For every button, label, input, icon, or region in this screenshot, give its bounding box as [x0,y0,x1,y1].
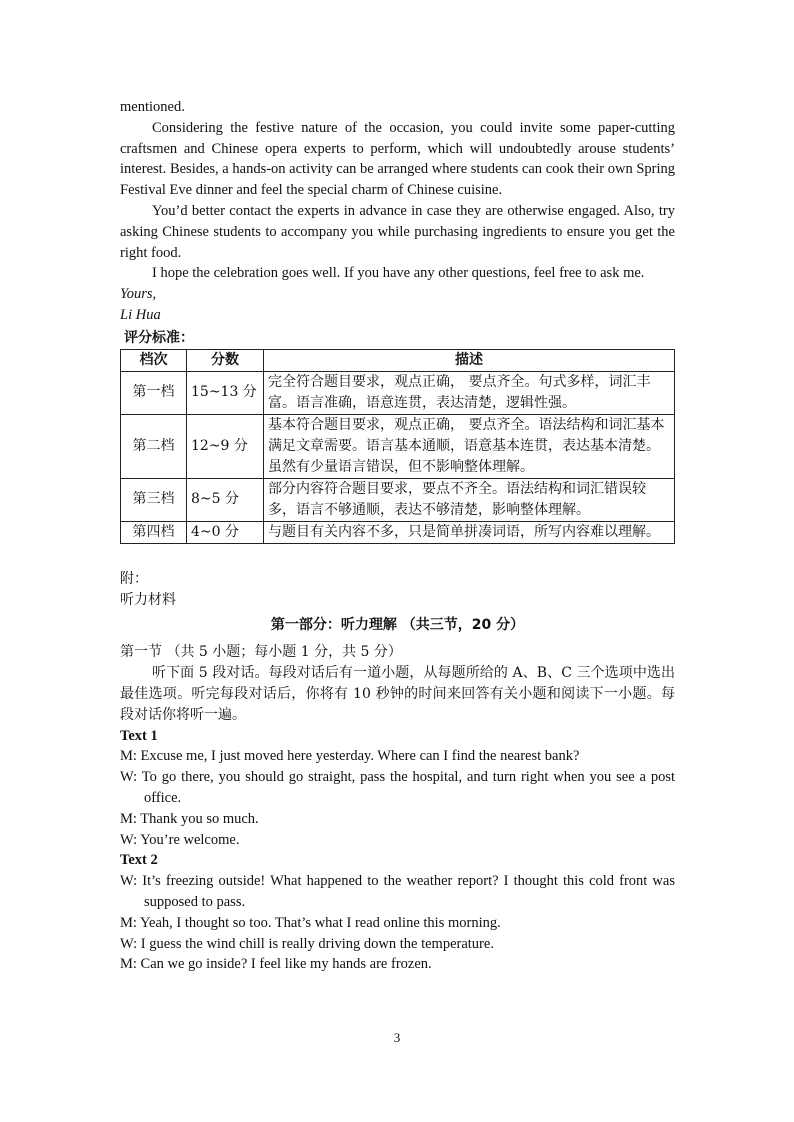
row-description: 基本符合题目要求，观点正确， 要点齐全。语法结构和词汇基本满足文章需要。语言基本通顺，语意基本连贯，表达基本清楚。虽然有少量语言错误，但不影响整体理解。 [264,414,675,478]
table-row [121,478,675,521]
row-score: 8~5 分 [187,478,264,521]
dialogue-line: W: To go there, you should go straight, pass the hospital, and turn right when you see a post office. [120,769,675,806]
appendix-label: 附： [120,570,148,587]
header-description: 描述 [264,349,675,371]
row-description: 完全符合题目要求，观点正确， 要点齐全。句式多样，词汇丰富。语言准确，语意连贯，表达清楚，逻辑性强。 [264,371,675,414]
text-2-title: Text 2 [120,852,158,869]
row-level: 第三档 [121,478,187,521]
row-level: 第一档 [121,371,187,414]
appendix-material: 听力材料 [120,591,176,608]
row-score: 4~0 分 [187,521,264,543]
row-description: 与题目有关内容不多，只是简单拼凑词语，所写内容难以理解。 [264,521,675,543]
table-row [121,414,675,478]
header-level: 档次 [121,349,187,371]
dialogue-line: W: You’re welcome. [120,831,240,848]
part-title: 第一部分：听力理解 （共三节，20 分） [270,617,525,634]
row-score: 12~9 分 [187,414,264,478]
dialogue-line: M: Thank you so much. [120,810,259,827]
page-number: 3 [393,1030,401,1045]
section-instructions: 听下面 5 段对话。每段对话后有一道小题，从每题所给的 A、B、C 三个选项中选出最佳选项。听完每段对话后，你将有 10 秒钟的时间来回答有关小题和阅读下一小题。每段对话你将听一遍。 [120,665,675,723]
dialogue-line: M: Yeah, I thought so too. That’s what I read online this morning. [120,914,501,931]
text-1-title: Text 1 [120,727,158,744]
letter-signature: Li Hua [120,306,161,323]
document-page [120,97,675,975]
letter-paragraph-3: I hope the celebration goes well. If you have any other questions, feel free to ask me. [152,265,645,282]
letter-fragment: mentioned. [120,99,185,115]
row-level: 第二档 [121,414,187,478]
dialogue-line: W: It’s freezing outside! What happened to the weather report? I thought this cold front was supposed to pass. [120,873,675,910]
row-description: 部分内容符合题目要求，要点不齐全。语法结构和词汇错误较多，语言不够通顺，表达不够清楚，影响整体理解。 [264,478,675,521]
letter-closing: Yours, [120,286,157,303]
row-level: 第四档 [121,521,187,543]
row-score: 15~13 分 [187,371,264,414]
letter-paragraph-2: You’d better contact the experts in advance in case they are otherwise engaged. Also, try asking Chinese students to accompany you while purchasing ingredients to ensure you get the right food. [120,202,675,261]
dialogue-line: M: Excuse me, I just moved here yesterday. Where can I find the nearest bank? [120,748,580,765]
grading-table [120,349,675,544]
section-title: 第一节 （共 5 小题；每小题 1 分，共 5 分） [120,644,402,661]
header-score: 分数 [187,349,264,371]
letter-paragraph-1: Considering the festive nature of the occasion, you could invite some paper-cutting craftsmen and Chinese opera experts to perform, which will undoubtedly arouse students’ interest. Besides, a hands-on activity can be arranged where students can cook their own Spring Festival Eve dinner and feel the special charm of Chinese cuisine. [120,119,675,199]
dialogue-line: W: I guess the wind chill is really driving down the temperature. [120,935,494,952]
table-row [121,521,675,543]
grading-title: 评分标准： [124,329,194,346]
grading-header-row [121,349,675,371]
dialogue-line: M: Can we go inside? I feel like my hands are frozen. [120,956,432,973]
table-row [121,371,675,414]
